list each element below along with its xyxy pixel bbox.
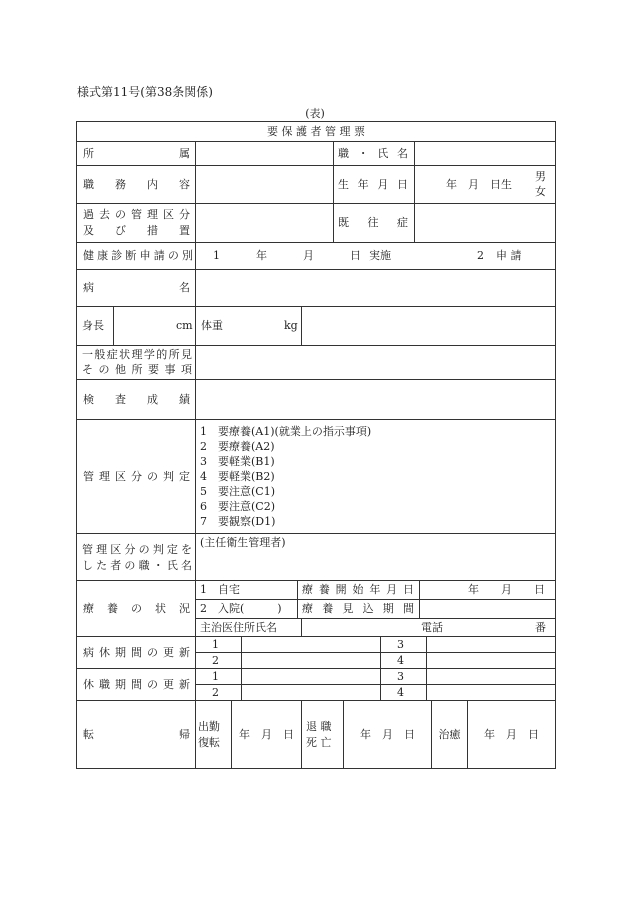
judgment-item[interactable]: 3 要軽業(B1) (200, 455, 275, 468)
field-affiliation[interactable] (196, 142, 333, 165)
field-disease[interactable] (196, 270, 555, 306)
label-phone: 電話 (421, 620, 443, 634)
field-findings[interactable] (196, 346, 555, 379)
form-title: 要 保 護 者 管 理 票 (267, 124, 365, 138)
label-past-class: 過去の管理区分 (83, 208, 190, 221)
health-opt-1[interactable]: 1 (213, 249, 220, 262)
label-leave: 休職期間の更新 (83, 677, 190, 691)
side-label: (表) (305, 107, 325, 120)
label-exam-results: 検査成績 (83, 392, 190, 406)
field-treat-start[interactable]: 年 月 日 (468, 583, 545, 596)
judgment-item[interactable]: 1 要療養(A1)(就業上の指示事項) (200, 425, 372, 438)
label-retire: 退 職 (306, 720, 332, 733)
height-unit: cm (176, 319, 193, 332)
label-past-measures: 及び措置 (83, 224, 190, 237)
label-birth-date: 生年月日 (338, 177, 408, 191)
field-retire-date[interactable]: 年 月 日 (360, 727, 415, 741)
health-month: 月 (303, 249, 314, 262)
label-height: 身長 (82, 319, 104, 332)
label-findings: 一般症状理学的所見 (82, 348, 192, 361)
gender-male[interactable]: 男 (535, 170, 546, 183)
field-cured-date[interactable]: 年 月 日 (484, 727, 539, 741)
field-body-extra[interactable] (302, 307, 555, 345)
sick-leave-1: 1 (212, 637, 219, 651)
label-judgment: 管理区分の判定 (83, 469, 190, 483)
treatment-hospital[interactable]: 2 入院( ) (200, 602, 282, 615)
label-return-transfer: 復転 (198, 736, 220, 749)
field-return-date[interactable]: 年 月 日 (239, 727, 294, 741)
health-day: 日 (350, 249, 361, 262)
label-outcome: 転帰 (83, 727, 190, 741)
gender-female[interactable]: 女 (535, 185, 546, 198)
leave-4: 4 (397, 685, 404, 699)
field-exam-results[interactable] (196, 380, 555, 419)
judgment-list (200, 424, 550, 531)
judgment-item[interactable]: 7 要観察(D1) (200, 515, 276, 528)
label-treat-start: 療養開始年月日 (302, 583, 414, 596)
field-birth-date[interactable]: 年 月 日生 (446, 177, 512, 191)
field-job-name[interactable] (415, 142, 555, 165)
field-judge-person[interactable] (196, 551, 555, 580)
field-job-content[interactable] (196, 166, 333, 203)
sick-leave-2: 2 (212, 653, 219, 667)
label-treat-expected: 療養見込期間 (302, 602, 414, 615)
management-form (76, 121, 556, 769)
judgment-item[interactable]: 4 要軽業(B2) (200, 470, 275, 483)
leave-3: 3 (397, 669, 404, 683)
leave-2: 2 (212, 685, 219, 699)
chief-officer-label: (主任衛生管理者) (200, 536, 286, 549)
label-job-content: 職務内容 (83, 177, 190, 191)
label-treatment: 療養の状況 (83, 601, 190, 615)
label-death: 死 亡 (306, 736, 332, 749)
phone-suffix: 番 (535, 620, 546, 634)
judgment-item[interactable]: 2 要療養(A2) (200, 440, 275, 453)
health-year: 年 (256, 249, 267, 262)
label-affiliation: 所属 (83, 146, 190, 160)
label-disease: 病名 (83, 281, 190, 294)
label-weight: 体重 (201, 319, 223, 332)
label-doctor: 主治医住所氏名 (200, 620, 277, 634)
field-past-class[interactable] (196, 204, 333, 242)
label-health-exam: 健康診断申請の別 (83, 249, 193, 262)
field-past-history[interactable] (415, 204, 555, 242)
judgment-item[interactable]: 5 要注意(C1) (200, 485, 275, 498)
health-implemented: 実施 (369, 249, 391, 262)
health-apply: 申 請 (496, 249, 522, 262)
label-judge-person: 管理区分の判定を (82, 543, 192, 556)
label-return-work: 出勤 (198, 720, 220, 733)
label-cured: 治癒 (438, 727, 461, 741)
sick-leave-4: 4 (397, 653, 404, 667)
label-judge-name: した者の職・氏名 (82, 559, 192, 572)
treatment-home[interactable]: 1 自宅 (200, 583, 240, 596)
label-job-name: 職・氏名 (338, 146, 408, 160)
field-treat-expected[interactable] (420, 600, 555, 618)
label-other-items: その他所要事項 (82, 363, 192, 376)
sick-leave-3: 3 (397, 637, 404, 651)
judgment-item[interactable]: 6 要注意(C2) (200, 500, 275, 513)
label-past-history: 既往症 (338, 216, 408, 229)
weight-unit: kg (284, 319, 298, 332)
health-opt-2[interactable]: 2 (477, 249, 484, 262)
label-sick-leave: 病休期間の更新 (83, 645, 190, 659)
form-number: 様式第11号(第38条関係) (77, 85, 213, 99)
leave-1: 1 (212, 669, 219, 683)
